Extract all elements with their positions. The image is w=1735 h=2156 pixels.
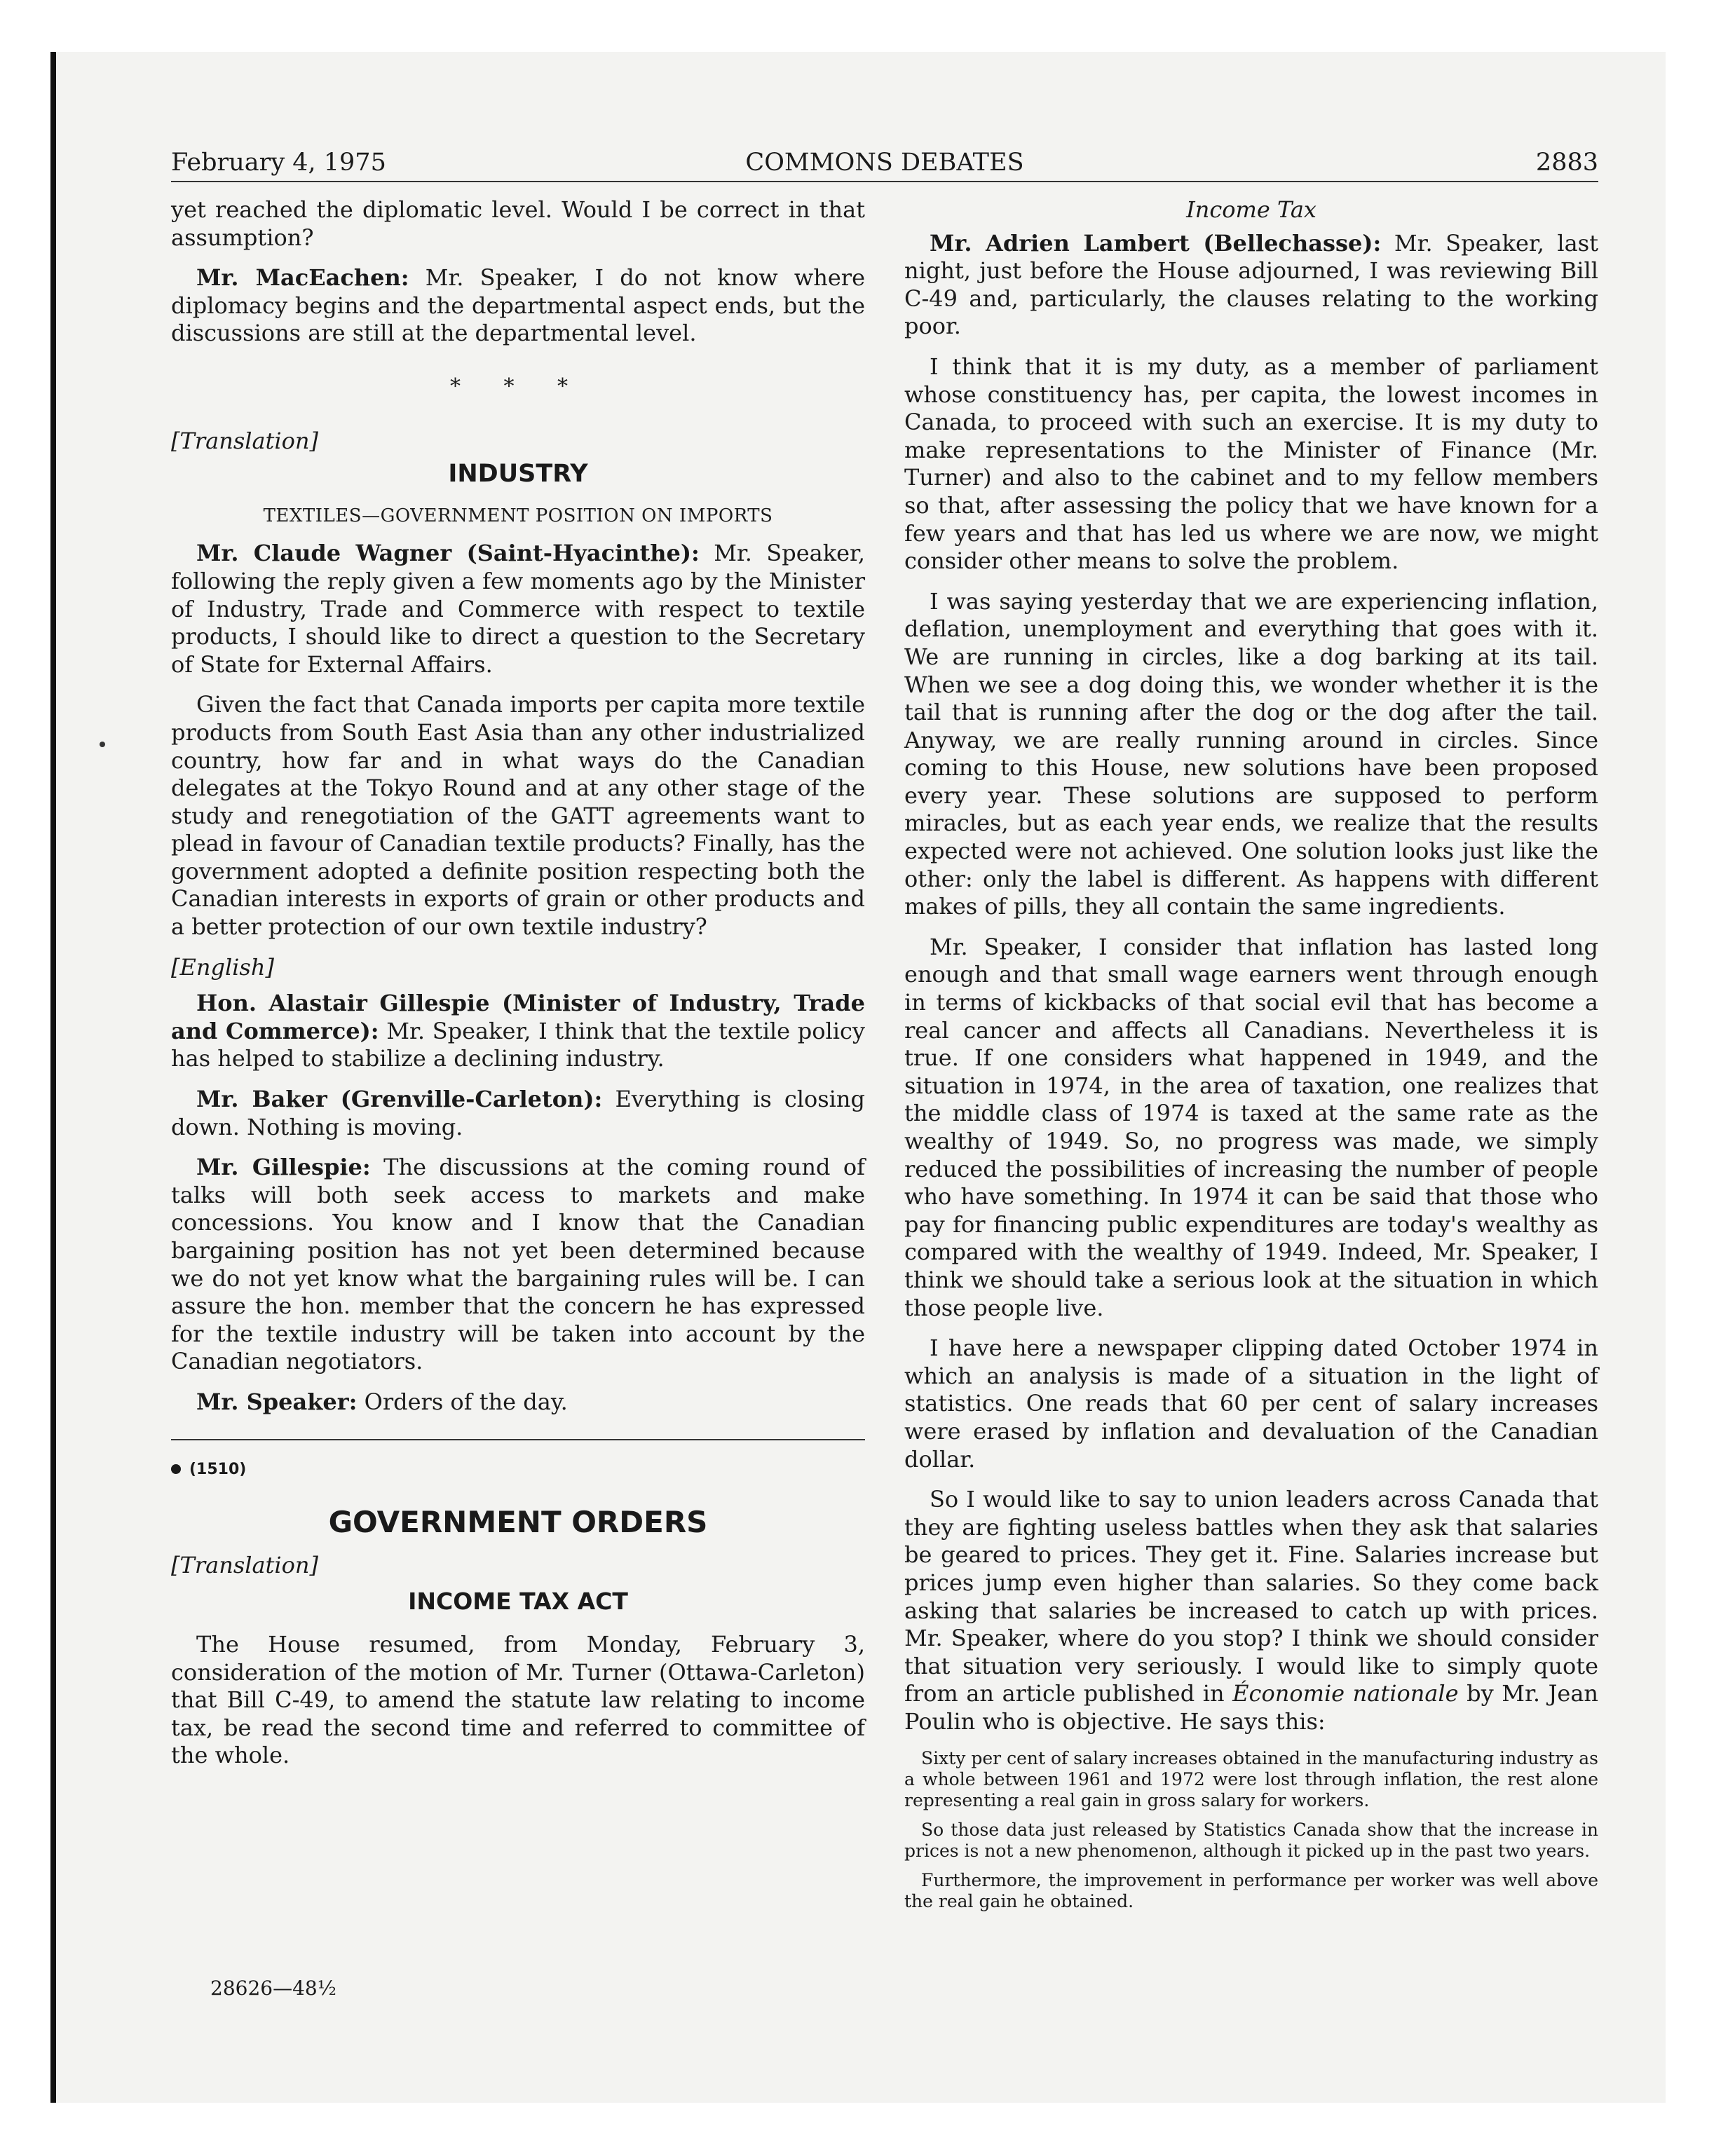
section-rule — [171, 1439, 865, 1440]
paragraph: I have here a newspaper clipping dated October 1974 in which an analysis is made of a situation in the light of statistics. One reads that 60 per cent of salary increases were erased by inflation and devaluation of the Canadian dollar. — [904, 1335, 1598, 1473]
translation-tag: [Translation] — [171, 427, 318, 454]
running-head: Income Tax — [1186, 196, 1316, 223]
page-header — [171, 149, 1598, 184]
paragraph: I was saying yesterday that we are experiencing inflation, deflation, unemployment and everything that goes with it. We are running in circles, like a dog barking at its tail. When we see a dog doing this, we wonder whether it is the tail that is running after the dog or the dog after the tail. Anyway, we are really running around in circles. Since coming to this House, new solutions have been proposed every year. These solutions are supposed to perform miracles, but as each year ends, we realize that the results expected were not achieved. One solution looks just like the other: only the label is different. As happens with different makes of pills, they all contain the same ingredients. — [904, 587, 1598, 920]
language-tag: [English] — [171, 953, 274, 981]
binding-edge — [50, 52, 56, 2103]
time-mark — [171, 1456, 865, 1484]
header-publication: COMMONS DEBATES — [745, 149, 1024, 177]
paragraph: Mr. Speaker, I consider that inflation has lasted long enough and that small wage earners went through enough in terms of kickbacks of that social evil that has become a real cancer and affects all Canadians. Nevertheless it is true. If one considers what happened in 1949, and the situation in 1974, in the area of taxation, one realizes that the middle class of 1974 is taxed at the same rate as the wealthy of 1949. So, no progress was made, we simply reduced the possibilities of increasing the number of people who have something. In 1974 it can be said that those who pay for financing public expenditures are today's wealthy as compared with the wealthy of 1949. Indeed, Mr. Speaker, I think we should take a serious look at the situation in which those people live. — [904, 933, 1598, 1321]
header-rule — [171, 181, 1598, 182]
speech-text: So I would like to say to union leaders across Canada that they are fighting useless battles when they ask that salaries be geared to prices. They get it. Fine. Salaries increase but prices jump even higher than salaries. So they come back asking that salaries be increased to catch up with prices. Mr. Speaker, where do you stop? I think we should consider that situation very seriously. I would like to simply quote from an article published in — [904, 1486, 1598, 1707]
paragraph — [904, 1486, 1598, 1735]
speaker-name: Mr. Baker (Grenville-Carleton): — [196, 1086, 603, 1113]
speaker-name: Mr. Adrien Lambert (Bellechasse): — [930, 229, 1382, 257]
speech-text: The discussions at the coming round of talks will both seek access to markets and make concessions. You know and I know that the Canadian bargaining position has not yet been determined because we do not yet know what the bargaining rules will be. I can assure the hon. member that the concern he has expressed for the textile industry will be taken into account by the Canadian negotiators. — [171, 1154, 866, 1375]
quote-paragraph: Sixty per cent of salary increases obtained in the manufacturing industry as a whole between 1961 and 1972 were lost through inflation, the rest alone representing a real gain in gross salary for workers. — [904, 1748, 1598, 1811]
printer-code: 28626—48½ — [210, 1977, 336, 2000]
publication-title: Économie nationale — [1232, 1680, 1459, 1707]
margin-mark — [100, 742, 105, 747]
paragraph — [171, 540, 865, 678]
speech-text: Mr. Speaker, last night, just before the House adjourned, I was reviewing Bill C-49 and, particularly, the clauses relating to the working poor. — [904, 229, 1599, 340]
paragraph: yet reached the diplomatic level. Would I be correct in that assumption? — [171, 196, 865, 251]
speaker-name: Mr. Gillespie: — [196, 1154, 371, 1181]
paragraph — [904, 230, 1598, 341]
right-column — [904, 196, 1598, 1920]
quote-paragraph: So those data just released by Statistics Canada show that the increase in prices is not a new phenomenon, although it picked up in the past two years. — [904, 1820, 1598, 1862]
paragraph — [171, 990, 865, 1073]
speaker-name: Mr. Speaker: — [196, 1388, 358, 1415]
section-heading: INDUSTRY — [448, 460, 588, 489]
header-page-number: 2883 — [1535, 149, 1598, 177]
speech-text: Mr. Speaker, following the reply given a few moments ago by the Minister of Industry, Trade and Commerce with respect to textile products, I should like to direct a question to the Secretary of State for External Affairs. — [171, 540, 866, 678]
header-date: February 4, 1975 — [171, 149, 386, 177]
speech-text: Everything is closing down. Nothing is moving. — [171, 1086, 866, 1140]
time-mark-text: (1510) — [189, 1460, 247, 1478]
speech-text: by Mr. Jean Poulin who is objective. He says this: — [904, 1680, 1599, 1735]
speech-text: Mr. Speaker, I do not know where diplomacy begins and the departmental aspect ends, but the discussions are still at the departmental level. — [171, 264, 866, 347]
speech-text: Orders of the day. — [357, 1388, 568, 1415]
paragraph: The House resumed, from Monday, February 3, consideration of the motion of Mr. Turner (Ottawa-Carleton) that Bill C-49, to amend the statute law relating to income tax, be read the second time and referred to committee of the whole. — [171, 1630, 865, 1769]
speaker-name: Mr. MacEachen: — [196, 264, 409, 292]
block-quote — [904, 1748, 1598, 1912]
paragraph — [171, 1086, 865, 1141]
section-heading: GOVERNMENT ORDERS — [328, 1505, 708, 1540]
paragraph — [171, 264, 865, 348]
left-column — [171, 196, 865, 1782]
speaker-name: Hon. Alastair Gillespie (Minister of Industry, Trade and Commerce): — [171, 990, 865, 1044]
paragraph — [171, 1154, 865, 1376]
subheading: INCOME TAX ACT — [408, 1588, 628, 1616]
subheading: TEXTILES—GOVERNMENT POSITION ON IMPORTS — [263, 505, 773, 526]
paragraph: I think that it is my duty, as a member of parliament whose constituency has, per capita, the lowest incomes in Canada, to proceed with such an exercise. It is my duty to make representations to the Minister of Finance (Mr. Turner) and also to the cabinet and to my fellow members so that, after assessing the policy that we have known for a few years and that has led us where we are now, we might consider other means to solve the problem. — [904, 353, 1598, 575]
speech-text: Mr. Speaker, I think that the textile policy has helped to stabilize a declining industry. — [171, 1017, 866, 1072]
paragraph: Given the fact that Canada imports per capita more textile products from South East Asia than any other industrialized country, how far and in what ways do the Canadian delegates at the Tokyo Round and at any other stage of the study and renegotiation of the GATT agreements want to plead in favour of Canadian textile products? Finally, has the government adopted a definite position respecting both the Canadian interests in exports of grain or other products and a better protection of our own textile industry? — [171, 691, 865, 941]
bullet-icon — [171, 1464, 181, 1474]
translation-tag: [Translation] — [171, 1551, 318, 1578]
section-separator: * * * — [449, 374, 587, 399]
quote-paragraph: Furthermore, the improvement in performance per worker was well above the real gain he obtained. — [904, 1870, 1598, 1912]
speaker-name: Mr. Claude Wagner (Saint-Hyacinthe): — [196, 540, 700, 567]
paragraph — [171, 1389, 865, 1417]
